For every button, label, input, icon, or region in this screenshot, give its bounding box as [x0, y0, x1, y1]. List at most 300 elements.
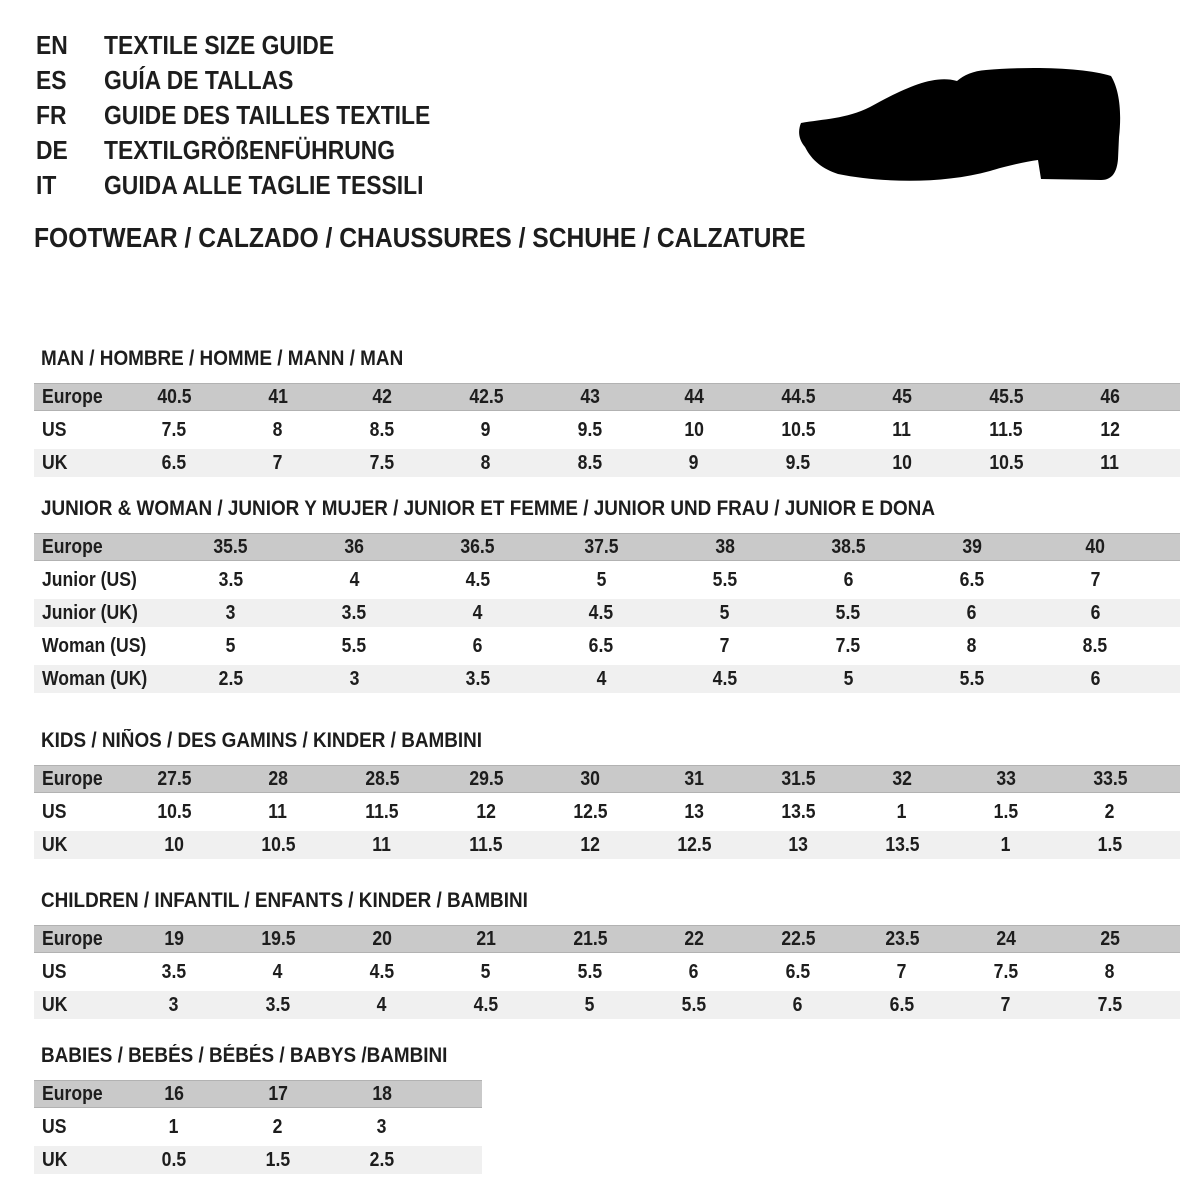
size-table — [34, 1080, 482, 1174]
row-label — [34, 991, 122, 1019]
size-value: 2 — [1105, 800, 1115, 823]
size-cell — [910, 632, 1034, 660]
size-value: 1 — [897, 800, 907, 823]
eu-size-cell — [122, 384, 226, 410]
size-value: 12.5 — [572, 800, 608, 823]
size-value: 2.5 — [369, 1148, 395, 1171]
section-title: BABIES / BEBÉS / BÉBÉS / BABYS /BAMBINI — [41, 1044, 448, 1067]
size-cell — [330, 991, 434, 1019]
size-value: 8.5 — [1083, 634, 1108, 657]
eu-size-cell — [226, 1081, 330, 1107]
size-value: 11.5 — [989, 418, 1023, 441]
size-value: 4 — [349, 568, 360, 591]
row-label-text: UK — [42, 451, 68, 474]
size-cell — [226, 798, 330, 826]
size-value: 18 — [372, 1082, 392, 1105]
size-value: 5.5 — [959, 667, 984, 690]
size-cell — [122, 1146, 226, 1174]
size-cell — [330, 1113, 434, 1141]
row-label — [34, 416, 122, 444]
size-value: 5 — [596, 568, 607, 591]
size-value: 5.5 — [577, 960, 603, 983]
eu-size-cell — [122, 1081, 226, 1107]
language-guide-title: GUIDA ALLE TAGLIE TESSILI — [104, 170, 424, 200]
size-cell — [1034, 599, 1158, 627]
eu-size-cell — [954, 766, 1058, 792]
size-cell — [226, 991, 330, 1019]
size-value: 40 — [1085, 535, 1106, 558]
eu-size-cell — [293, 534, 417, 560]
table-row — [34, 566, 1180, 594]
size-cell — [416, 665, 540, 693]
size-cell — [954, 991, 1058, 1019]
size-cell — [226, 449, 330, 477]
size-cell — [538, 449, 642, 477]
size-cell — [538, 798, 642, 826]
size-cell — [787, 599, 911, 627]
eu-size-cell — [954, 384, 1058, 410]
size-cell — [226, 416, 330, 444]
size-value: 28 — [268, 767, 288, 790]
language-guide-title: GUÍA DE TALLAS — [104, 65, 294, 95]
size-cell — [434, 991, 538, 1019]
table-row — [34, 991, 1180, 1019]
size-value: 6 — [843, 568, 854, 591]
size-cell — [1058, 991, 1162, 1019]
eu-size-cell — [1058, 384, 1162, 410]
size-value: 8.5 — [577, 451, 603, 474]
language-guide-title: TEXTILGRÖßENFÜHRUNG — [104, 135, 396, 165]
section-children — [34, 889, 1180, 1024]
size-value: 45.5 — [988, 385, 1024, 408]
size-value: 5 — [719, 601, 730, 624]
size-cell — [434, 449, 538, 477]
size-value: 4.5 — [473, 993, 499, 1016]
eu-size-cell — [122, 926, 226, 952]
spacer-cell — [1162, 798, 1180, 826]
table-header-row — [34, 1080, 482, 1108]
size-cell — [538, 416, 642, 444]
eu-size-cell — [850, 766, 954, 792]
size-cell — [1034, 632, 1158, 660]
size-cell — [169, 566, 293, 594]
table-row — [34, 1113, 482, 1141]
size-value: 6 — [472, 634, 483, 657]
size-value: 7 — [897, 960, 907, 983]
eu-size-cell — [1058, 926, 1162, 952]
section-man — [34, 347, 1180, 482]
size-value: 10.5 — [780, 418, 816, 441]
size-cell — [787, 566, 911, 594]
language-row — [36, 98, 475, 133]
size-cell — [642, 958, 746, 986]
size-value: 13.5 — [884, 833, 920, 856]
table-row — [34, 798, 1180, 826]
spacer-cell — [1157, 534, 1180, 560]
language-row — [36, 133, 475, 168]
size-cell — [169, 599, 293, 627]
size-value: 8.5 — [369, 418, 395, 441]
row-label — [34, 534, 169, 560]
size-value: 13 — [788, 833, 808, 856]
size-value: 3.5 — [161, 960, 187, 983]
size-cell — [538, 831, 642, 859]
eu-size-cell — [434, 926, 538, 952]
size-cell — [330, 416, 434, 444]
table-row — [34, 1146, 482, 1174]
size-value: 28.5 — [364, 767, 400, 790]
spacer-cell — [1157, 566, 1180, 594]
row-label-text: Europe — [42, 1082, 103, 1105]
size-value: 6 — [1090, 601, 1101, 624]
size-value: 42.5 — [468, 385, 504, 408]
size-cell — [122, 831, 226, 859]
size-value: 13.5 — [780, 800, 816, 823]
size-value: 4.5 — [589, 601, 614, 624]
size-cell — [746, 958, 850, 986]
size-cell — [663, 632, 787, 660]
row-label — [34, 926, 122, 952]
table-row — [34, 958, 1180, 986]
size-value: 6 — [689, 960, 699, 983]
size-value: 39 — [961, 535, 982, 558]
size-value: 9.5 — [577, 418, 603, 441]
section-title: JUNIOR & WOMAN / JUNIOR Y MUJER / JUNIOR ET FEMME / JUNIOR UND FRAU / JUNIOR E DONA — [41, 497, 935, 520]
size-value: 4.5 — [369, 960, 395, 983]
size-value: 9.5 — [785, 451, 811, 474]
size-value: 7.5 — [993, 960, 1019, 983]
section-kids — [34, 729, 1180, 864]
size-value: 21.5 — [572, 927, 608, 950]
size-value: 31 — [684, 767, 704, 790]
size-value: 1.5 — [1097, 833, 1123, 856]
size-cell — [850, 798, 954, 826]
size-value: 5 — [225, 634, 236, 657]
spacer-cell — [1162, 926, 1180, 952]
size-cell — [122, 1113, 226, 1141]
size-value: 23.5 — [884, 927, 920, 950]
size-value: 33.5 — [1092, 767, 1128, 790]
spacer-cell — [1162, 991, 1180, 1019]
eu-size-cell — [642, 766, 746, 792]
size-value: 25 — [1100, 927, 1120, 950]
size-cell — [1058, 416, 1162, 444]
size-value: 7 — [1001, 993, 1011, 1016]
size-value: 6.5 — [161, 451, 187, 474]
spacer-cell — [434, 1146, 482, 1174]
size-value: 3.5 — [465, 667, 490, 690]
size-cell — [642, 991, 746, 1019]
size-value: 7.5 — [161, 418, 187, 441]
size-value: 37.5 — [584, 535, 619, 558]
size-value: 11 — [892, 418, 912, 441]
eu-size-cell — [954, 926, 1058, 952]
size-value: 8 — [273, 418, 283, 441]
size-cell — [540, 566, 664, 594]
size-cell — [330, 449, 434, 477]
size-cell — [642, 416, 746, 444]
size-value: 7 — [1090, 568, 1101, 591]
size-cell — [330, 831, 434, 859]
size-cell — [122, 991, 226, 1019]
row-label-text: US — [42, 960, 67, 983]
size-value: 12 — [580, 833, 600, 856]
size-value: 1.5 — [993, 800, 1019, 823]
size-value: 10 — [892, 451, 912, 474]
row-label-text: Europe — [42, 535, 103, 558]
eu-size-cell — [850, 926, 954, 952]
size-cell — [910, 566, 1034, 594]
table-row — [34, 831, 1180, 859]
eu-size-cell — [538, 926, 642, 952]
size-cell — [416, 599, 540, 627]
size-value: 45 — [892, 385, 912, 408]
eu-size-cell — [122, 766, 226, 792]
language-code: EN — [36, 30, 68, 60]
spacer-cell — [1162, 449, 1180, 477]
row-label — [34, 1113, 122, 1141]
size-value: 10.5 — [260, 833, 296, 856]
size-value: 36.5 — [460, 535, 495, 558]
size-value: 13 — [684, 800, 704, 823]
eu-size-cell — [169, 534, 293, 560]
size-cell — [746, 449, 850, 477]
language-title-list — [36, 28, 475, 203]
eu-size-cell — [226, 766, 330, 792]
language-code: DE — [36, 135, 68, 165]
size-cell — [1058, 449, 1162, 477]
size-cell — [169, 665, 293, 693]
row-label — [34, 665, 169, 693]
size-cell — [850, 991, 954, 1019]
size-value: 5.5 — [681, 993, 707, 1016]
table-header-row — [34, 383, 1180, 411]
size-cell — [538, 991, 642, 1019]
table-header-row — [34, 925, 1180, 953]
table-row — [34, 449, 1180, 477]
size-cell — [1034, 665, 1158, 693]
size-cell — [434, 416, 538, 444]
size-value: 3 — [377, 1115, 387, 1138]
size-cell — [416, 566, 540, 594]
size-cell — [642, 831, 746, 859]
size-value: 35.5 — [213, 535, 248, 558]
size-value: 5.5 — [712, 568, 737, 591]
size-value: 19 — [164, 927, 184, 950]
table-row — [34, 599, 1180, 627]
row-label — [34, 1146, 122, 1174]
size-value: 6 — [1090, 667, 1101, 690]
size-value: 38 — [714, 535, 735, 558]
size-value: 41 — [268, 385, 288, 408]
size-cell — [434, 798, 538, 826]
size-cell — [122, 798, 226, 826]
row-label — [34, 599, 169, 627]
size-cell — [330, 1146, 434, 1174]
size-value: 22 — [684, 927, 704, 950]
size-cell — [850, 416, 954, 444]
spacer-cell — [1162, 416, 1180, 444]
row-label — [34, 566, 169, 594]
size-cell — [538, 958, 642, 986]
size-value: 19.5 — [260, 927, 296, 950]
row-label-text: US — [42, 418, 67, 441]
size-value: 27.5 — [156, 767, 192, 790]
row-label — [34, 449, 122, 477]
size-value: 42 — [372, 385, 392, 408]
size-cell — [1058, 958, 1162, 986]
size-cell — [663, 566, 787, 594]
size-value: 7 — [273, 451, 283, 474]
table-row — [34, 416, 1180, 444]
size-cell — [954, 416, 1058, 444]
size-value: 12 — [476, 800, 496, 823]
spacer-cell — [1162, 384, 1180, 410]
size-value: 9 — [689, 451, 699, 474]
size-cell — [663, 599, 787, 627]
eu-size-cell — [330, 384, 434, 410]
eu-size-cell — [850, 384, 954, 410]
size-cell — [910, 665, 1034, 693]
table-header-row — [34, 533, 1180, 561]
size-cell — [850, 831, 954, 859]
spacer-cell — [1162, 958, 1180, 986]
size-value: 8 — [481, 451, 491, 474]
eu-size-cell — [434, 384, 538, 410]
size-cell — [122, 449, 226, 477]
eu-size-cell — [330, 926, 434, 952]
size-value: 30 — [580, 767, 600, 790]
size-cell — [954, 449, 1058, 477]
size-cell — [293, 566, 417, 594]
size-cell — [293, 632, 417, 660]
row-label — [34, 958, 122, 986]
size-cell — [540, 632, 664, 660]
row-label — [34, 384, 122, 410]
spacer-cell — [1157, 665, 1180, 693]
size-cell — [787, 632, 911, 660]
table-header-row — [34, 765, 1180, 793]
size-cell — [850, 958, 954, 986]
size-cell — [226, 1113, 330, 1141]
language-guide-title: GUIDE DES TAILLES TEXTILE — [104, 100, 431, 130]
row-label-text: US — [42, 800, 67, 823]
size-cell — [434, 958, 538, 986]
size-cell — [663, 665, 787, 693]
size-table — [34, 383, 1180, 477]
size-cell — [293, 599, 417, 627]
language-code: IT — [36, 170, 57, 200]
eu-size-cell — [910, 534, 1034, 560]
size-cell — [910, 599, 1034, 627]
eu-size-cell — [540, 534, 664, 560]
size-value: 4.5 — [712, 667, 737, 690]
language-row — [36, 63, 475, 98]
size-value: 3.5 — [342, 601, 367, 624]
size-value: 3.5 — [265, 993, 291, 1016]
eu-size-cell — [787, 534, 911, 560]
eu-size-cell — [538, 384, 642, 410]
size-cell — [787, 665, 911, 693]
size-value: 33 — [996, 767, 1016, 790]
size-value: 1 — [169, 1115, 179, 1138]
size-value: 44 — [684, 385, 704, 408]
size-value: 7.5 — [1097, 993, 1123, 1016]
size-value: 16 — [164, 1082, 184, 1105]
size-value: 5.5 — [342, 634, 367, 657]
size-value: 12.5 — [676, 833, 712, 856]
size-cell — [122, 416, 226, 444]
row-label-text: Europe — [42, 927, 103, 950]
size-value: 5 — [843, 667, 854, 690]
size-value: 6 — [793, 993, 803, 1016]
size-value: 11 — [372, 833, 392, 856]
section-title: KIDS / NIÑOS / DES GAMINS / KINDER / BAMBINI — [41, 729, 483, 752]
size-value: 7.5 — [369, 451, 395, 474]
row-label-text: US — [42, 1115, 67, 1138]
size-value: 9 — [481, 418, 491, 441]
row-label-text: Junior (US) — [42, 568, 137, 591]
size-cell — [226, 1146, 330, 1174]
eu-size-cell — [1058, 766, 1162, 792]
language-guide-title: TEXTILE SIZE GUIDE — [104, 30, 335, 60]
size-cell — [122, 958, 226, 986]
table-row — [34, 632, 1180, 660]
size-value: 6 — [966, 601, 977, 624]
spacer-cell — [1162, 831, 1180, 859]
size-value: 1 — [1001, 833, 1011, 856]
eu-size-cell — [538, 766, 642, 792]
size-value: 4 — [273, 960, 283, 983]
size-value: 21 — [476, 927, 496, 950]
row-label-text: Junior (UK) — [42, 601, 138, 624]
size-value: 4 — [377, 993, 387, 1016]
section-title: MAN / HOMBRE / HOMME / MANN / MAN — [41, 347, 404, 370]
size-cell — [954, 831, 1058, 859]
size-cell — [540, 599, 664, 627]
eu-size-cell — [663, 534, 787, 560]
eu-size-cell — [330, 766, 434, 792]
size-value: 1.5 — [265, 1148, 291, 1171]
size-value: 6.5 — [889, 993, 915, 1016]
size-cell — [746, 798, 850, 826]
size-value: 4 — [472, 601, 483, 624]
size-cell — [642, 449, 746, 477]
size-cell — [540, 665, 664, 693]
size-cell — [746, 991, 850, 1019]
eu-size-cell — [416, 534, 540, 560]
row-label-text: Europe — [42, 767, 103, 790]
eu-size-cell — [746, 766, 850, 792]
size-value: 43 — [580, 385, 600, 408]
row-label-text: Woman (US) — [42, 634, 147, 657]
spacer-cell — [1162, 766, 1180, 792]
size-value: 2.5 — [218, 667, 243, 690]
size-value: 31.5 — [780, 767, 816, 790]
size-cell — [746, 831, 850, 859]
eu-size-cell — [642, 384, 746, 410]
size-value: 11.5 — [469, 833, 503, 856]
size-value: 17 — [268, 1082, 288, 1105]
size-value: 5 — [585, 993, 595, 1016]
size-value: 4.5 — [465, 568, 490, 591]
size-cell — [293, 665, 417, 693]
size-cell — [642, 798, 746, 826]
size-value: 11 — [268, 800, 288, 823]
size-value: 12 — [1100, 418, 1120, 441]
size-value: 6.5 — [589, 634, 614, 657]
size-value: 0.5 — [161, 1148, 187, 1171]
